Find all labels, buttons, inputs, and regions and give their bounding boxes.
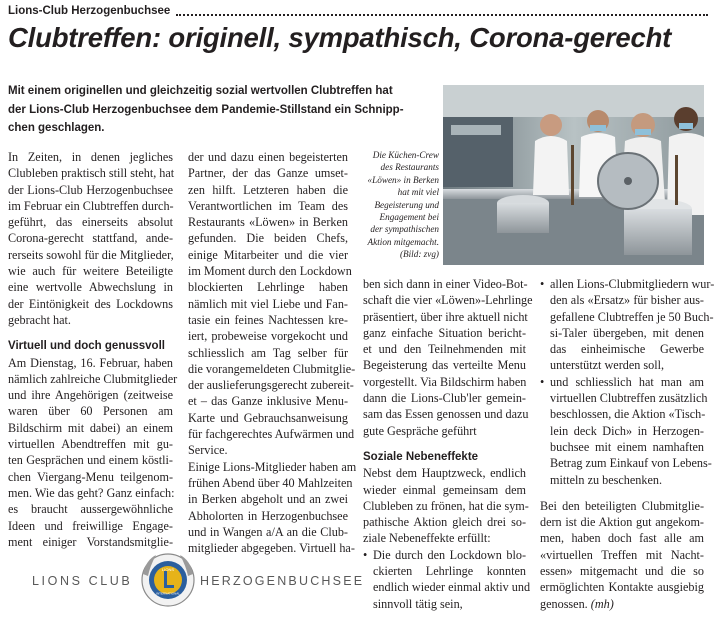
section-header <box>8 3 708 19</box>
body-line: nämlich zahlreiche Clubmitglieder <box>8 371 178 386</box>
lead-line: der Lions-Club Herzogenbuchsee dem Pandemie-Stillstand ein Schnipp- <box>8 103 404 116</box>
article-title: Clubtreffen: originell, sympathisch, Corona-gerecht <box>8 22 672 53</box>
body-line: im Moment durch den Lockdown <box>188 264 352 279</box>
body-line: der auslieferungsgerecht zubereit- <box>188 378 354 393</box>
body-line: gefunden. Die beiden Chefs, <box>188 231 348 246</box>
body-line: essen» mitgemacht und die so <box>540 564 704 579</box>
lions-club-logo <box>10 550 365 610</box>
closing-text: genossen. <box>540 596 588 611</box>
body-line: Ideen und freiwillige Engage- <box>8 518 173 533</box>
body-line: wieder einmal gemeinsam dem <box>363 482 526 497</box>
subheading: Virtuell und doch genussvoll <box>8 340 165 353</box>
logo-left-text: LIONS CLUB <box>32 574 133 588</box>
section-label: Lions-Club Herzogenbuchsee <box>8 5 171 17</box>
body-line: Clubleben praktisch still steht, hat <box>8 166 175 181</box>
body-line: nämlich mit viel Liebe und Fan- <box>188 296 348 311</box>
body-line: Partner, der das Ganze umset- <box>188 166 348 181</box>
body-line: wie auch für weitere Beteiligte <box>8 264 173 279</box>
photo-caption <box>365 149 439 261</box>
body-line: vorgestellt. Via Bildschirm haben <box>363 374 527 389</box>
body-line: und in Wangen a/A an die Club- <box>188 524 348 539</box>
bullet-line: mitteln zu beschenken. <box>550 472 663 487</box>
paragraph-gap <box>8 328 173 338</box>
caption-line: (Bild: zvg) <box>399 249 439 260</box>
bullet-line: sinnvoll tätig sein, <box>373 596 463 611</box>
body-line: Karte und Gebrauchsanweisung <box>188 410 348 425</box>
caption-line: der sympathischen <box>370 224 439 235</box>
body-line: in Berken abgeholt und an zwei <box>188 492 348 507</box>
body-line: In Zeiten, in denen jegliches <box>8 150 173 164</box>
body-line: die vorangemeldeten Clubmitglie- <box>188 361 356 376</box>
bullet-line: • und schliesslich hat man am <box>540 374 704 390</box>
body-line <box>540 596 704 612</box>
column-3 <box>363 276 533 612</box>
paragraph-gap <box>540 488 704 498</box>
bullet-line: den als «Ersatz» für bisher aus- <box>550 293 704 308</box>
body-line: Restaurants «Löwen» in Berken <box>188 215 348 230</box>
caption-line: hat mit viel <box>397 187 439 198</box>
body-line: gute Gespräche geführt <box>363 423 477 438</box>
body-line: tasie ein feines Nachtessen kre- <box>188 312 348 327</box>
body-line: pathische Aktion gleich drei so- <box>363 515 526 530</box>
bullet-line: gefallene Clubtreffen je 50 Buch- <box>550 309 714 324</box>
body-line: frühen Abend über 40 Mahlzeiten <box>188 475 353 490</box>
body-line: dern ist die Aktion gut angekom- <box>540 515 704 530</box>
body-line: chen Viergang-Menu teilgenom- <box>8 469 173 484</box>
body-line: zen hilft. Letzteren haben die <box>188 182 348 197</box>
body-line: einige Mitarbeiter und die vier <box>188 247 348 262</box>
caption-line: Engagement bei <box>379 212 439 223</box>
body-line: präsentiert, über ihre aktuell nicht <box>363 309 528 324</box>
body-line: der und dazu einen begeisterten <box>188 150 348 164</box>
body-line: ermöglichten Kontakte ausgiebig <box>540 580 704 595</box>
body-line: eine wertvolle Abwechslung in <box>8 280 173 295</box>
subheading: Soziale Nebeneffekte <box>363 450 479 463</box>
body-line: der Lions-Club Herzogenbuchsee <box>8 182 173 197</box>
body-line: waren über 60 Personen am <box>8 404 173 419</box>
body-line: und ihre Angehörigen (zeitweise <box>8 388 173 403</box>
column-2 <box>188 149 357 556</box>
caption-line: Die Küchen-Crew <box>372 150 439 160</box>
body-line: für fachgerechtes Aufwärmen und <box>188 427 355 442</box>
body-line: mitglieder abgegeben. Virtuell ha- <box>188 541 355 556</box>
bullet-line: lein deck Dich» in Herzogen- <box>550 423 704 438</box>
bullet-line: virtuellen Clubtreffen zusätzlich <box>550 391 708 406</box>
lead-line: chen geschlagen. <box>8 122 105 134</box>
body-line: Einige Lions-Mitglieder haben am <box>188 459 357 474</box>
body-line: Begeisterung das verteilte Menu <box>363 358 526 373</box>
caption-line: Begeisterung und <box>374 199 439 210</box>
body-line: geführt, das einerseits absolut <box>8 215 173 230</box>
body-line: Nebst dem Hauptzweck, endlich <box>363 466 526 481</box>
bullet-line: si-Taler übergeben, mit denen <box>550 325 704 340</box>
body-line: gebracht hat. <box>8 312 71 327</box>
dotted-leader <box>176 6 708 16</box>
column-1 <box>8 149 178 550</box>
body-line: et und den Teilnehmenden mit <box>363 342 526 357</box>
body-line: men. Wie das geht? Ganz einfach: <box>8 485 175 500</box>
bullet-line: Betrag zum Einkauf von Lebens- <box>550 456 712 471</box>
body-line: «virtuellen Treffen mit Nacht- <box>540 547 704 562</box>
caption-line: Aktion mitgemacht. <box>367 236 439 247</box>
bullet-line: beschlossen, die Aktion «Tisch- <box>550 407 706 422</box>
body-line: Am Dienstag, 16. Februar, haben <box>8 355 173 370</box>
body-line: ment einiger Vorstandsmitglie- <box>8 534 173 549</box>
bullet-line: unterstützt werden soll, <box>550 358 665 373</box>
bullet-line: • allen Lions-Clubmitgliedern wur- <box>540 276 704 292</box>
body-line: sam das Essen genossen und dazu <box>363 407 529 422</box>
bullet-line: • Die durch den Lockdown blo- <box>363 547 526 563</box>
logo-right-text: HERZOGENBUCHSEE <box>200 574 365 588</box>
caption-line: «Löwen» in Berken <box>367 174 439 185</box>
body-line: es braucht aussergewöhnliche <box>8 502 173 517</box>
body-line: ten Gesprächen und einem köstli- <box>8 453 173 468</box>
body-line: schaft die vier «Löwen»-Lehrlinge <box>363 293 533 308</box>
body-line: rerseits sowohl für die Mitglieder, <box>8 247 174 262</box>
paragraph-gap <box>363 439 526 449</box>
body-line: schliesslich am Tag selber für <box>188 345 348 360</box>
body-line: virtuellen Abendtreffen mit gu- <box>8 437 173 452</box>
body-line: Abholorten in Herzogenbuchsee <box>188 508 348 523</box>
body-line: blockierten Lehrlinge haben <box>188 280 348 295</box>
lead-line: Mit einem originellen und gleichzeitig sozial wertvollen Clubtreffen hat <box>8 85 393 97</box>
bullet-line: endlich wieder einmal aktiv und <box>373 580 531 595</box>
body-line: men, haben doch fast alle am <box>540 531 704 546</box>
body-line: Clubleben zu frönen, hat die sym- <box>363 498 529 513</box>
body-line: Corona-gerecht stattfand, ande- <box>8 231 173 246</box>
author-signature: (mh) <box>590 596 614 611</box>
body-line: et – das Ganze inklusive Menu- <box>188 394 348 409</box>
article-lead <box>8 82 428 138</box>
body-line: Bildschirm mit dabei) an einem <box>8 420 173 435</box>
body-line: der Eintönigkeit des Lockdowns <box>8 296 173 311</box>
body-line: ganz einfache Situation bericht- <box>363 325 526 340</box>
body-line: ziale Nebeneffekte erfüllt: <box>363 531 491 546</box>
emblem-bottom-text: INTERNATIONAL <box>156 591 180 596</box>
body-line: dann die Lions-Club'ler gemein- <box>363 391 526 406</box>
body-line: Verantwortlichen im Team des <box>188 198 348 213</box>
body-line: ben sich dann in einer Video-Bot- <box>363 277 528 291</box>
kitchen-crew-photo <box>443 85 704 265</box>
emblem-top-text: LIONS <box>161 567 175 572</box>
body-line: im Februar ein Clubtreffen durch- <box>8 198 174 213</box>
caption-line: des Restaurants <box>380 162 439 173</box>
body-line: Service. <box>188 443 228 458</box>
bullet-line: ckierten Lehrlinge konnten <box>373 564 526 579</box>
bullet-line: das einheimische Gewerbe <box>550 342 704 357</box>
lions-emblem-icon <box>142 554 194 606</box>
column-4 <box>540 276 715 612</box>
body-line: iert, probeweise vorgekocht und <box>188 329 348 344</box>
bullet-line: buchsee mit einem namhaften <box>550 439 704 454</box>
body-line: Bei den beteiligten Clubmitglie- <box>540 498 704 513</box>
